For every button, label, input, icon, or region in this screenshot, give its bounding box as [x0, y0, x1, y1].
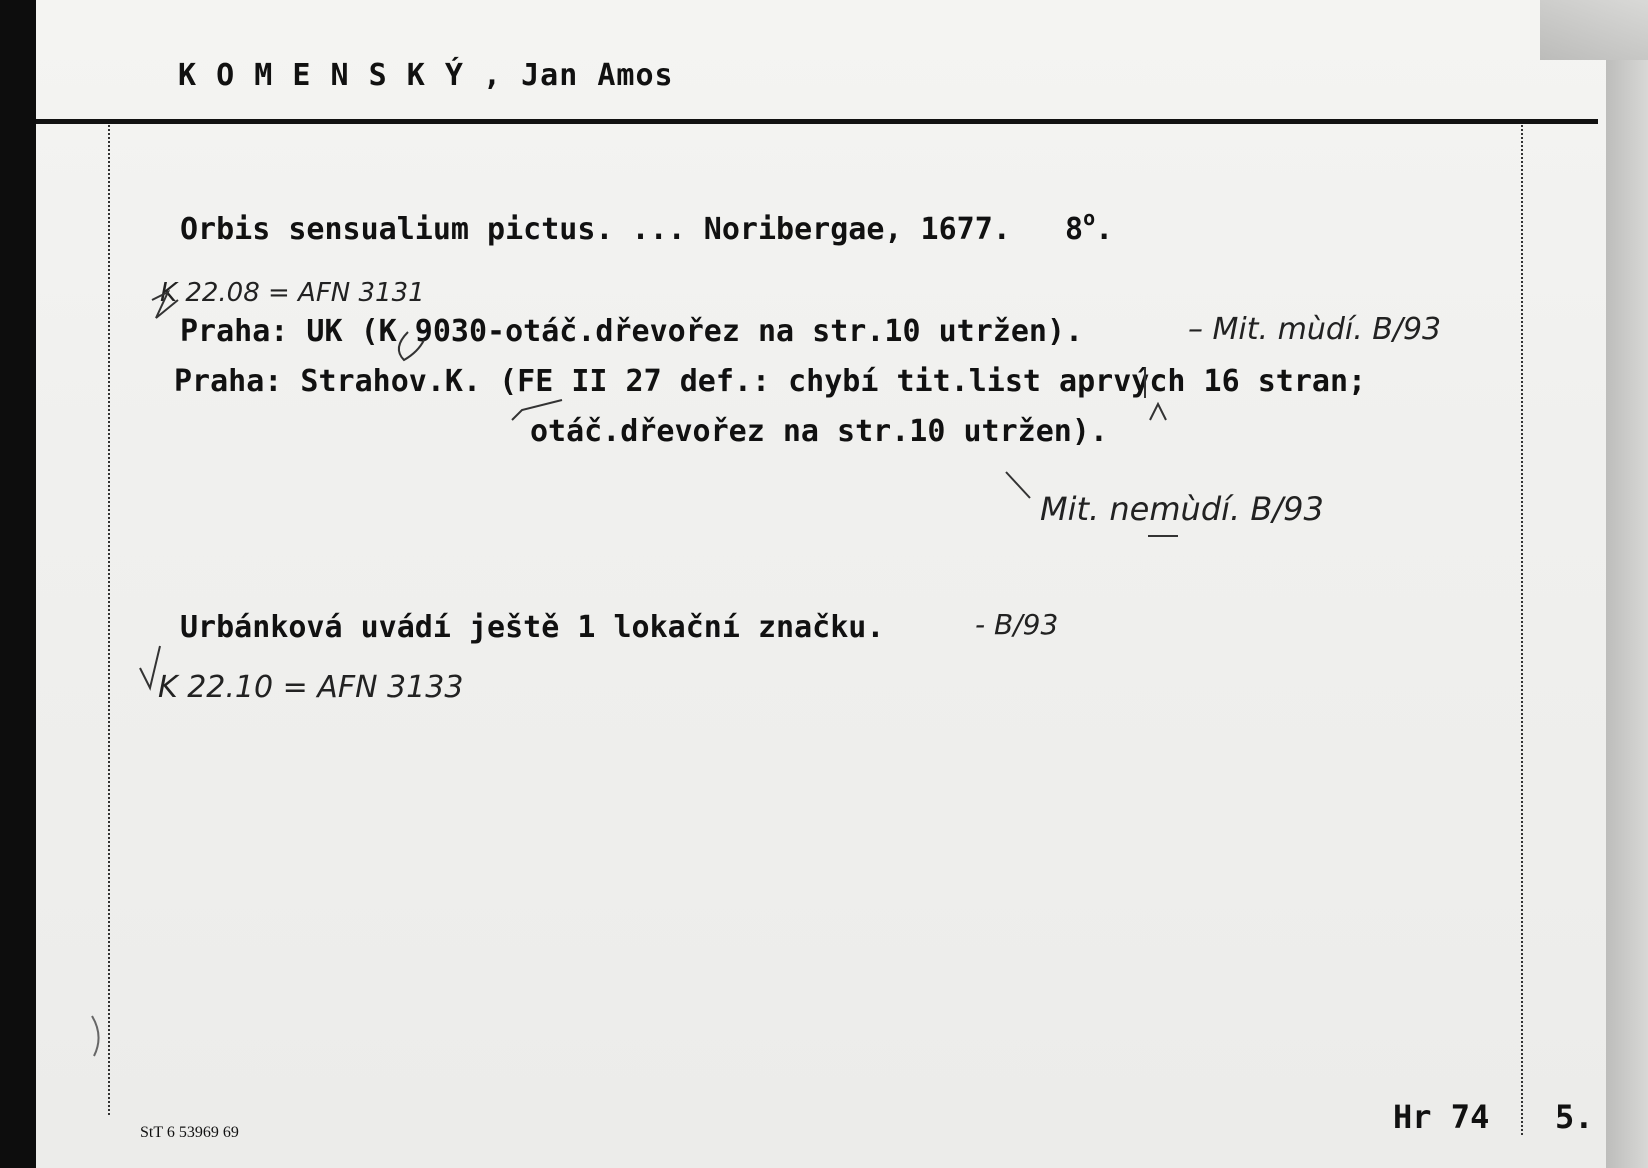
author-given-name: , Jan Amos [483, 58, 674, 93]
note-line: Urbánková uvádí ještě 1 lokační značku. [180, 610, 885, 645]
slash-mark-icon [1006, 472, 1030, 498]
caret-mark-icon [1150, 404, 1166, 420]
author-surname: K O M E N S K Ý [178, 58, 464, 93]
check-mark-icon [152, 292, 178, 318]
format-dot: . [1095, 212, 1114, 247]
card-number: 5. [1555, 1098, 1594, 1136]
location-line-strahov: Praha: Strahov.K. (FE II 27 def.: chybí tit.list aprvých 16 stran; [174, 364, 1367, 399]
handwritten-right-annotation-2: Mit. nemùdí. B/93 [1040, 490, 1324, 528]
format-degree: o [1083, 206, 1096, 230]
format-number: 8 [1065, 212, 1084, 247]
handwritten-right-annotation-1: – Mit. mùdí. B/93 [1188, 312, 1442, 347]
margin-mark-icon [92, 1016, 99, 1056]
handwritten-bottom-annotation: K 22.10 = AFN 3133 [158, 670, 464, 705]
check-mark-icon [512, 400, 562, 420]
location-line-uk: Praha: UK (K 9030-otáč.dřevořez na str.10 utržen). [180, 314, 1084, 349]
shelfmark: Hr 74 [1393, 1098, 1490, 1136]
handwritten-note-mark: - B/93 [975, 608, 1059, 641]
title-text: Orbis sensualium pictus. ... Noribergae, 1677. [180, 212, 1011, 247]
location-line-strahov-cont: otáč.dřevořez na str.10 utržen). [530, 414, 1108, 449]
print-code: StT 6 53969 69 [140, 1124, 239, 1141]
check-mark-icon [140, 646, 160, 688]
handwritten-top-annotation: K 22.08 = AFN 3131 [160, 278, 425, 308]
bracket-mark-icon [399, 332, 424, 360]
